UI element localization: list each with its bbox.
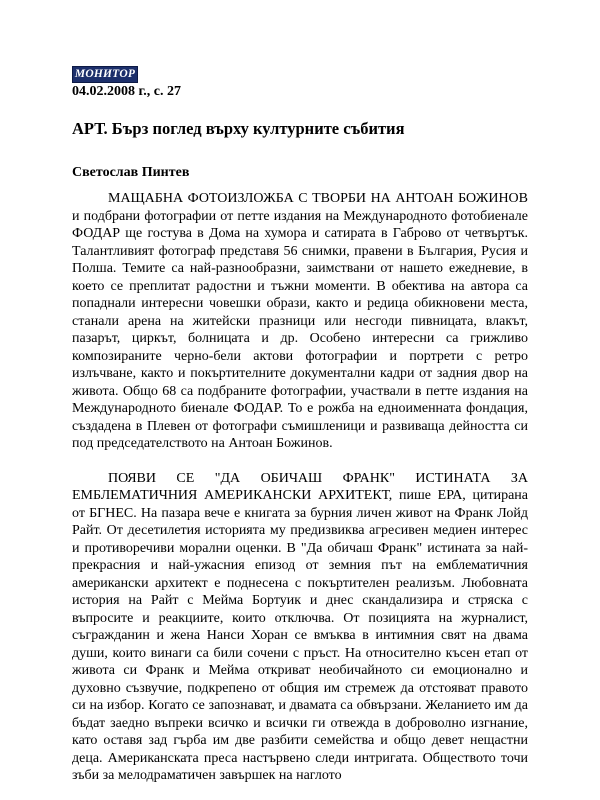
monitor-logo: [72, 66, 138, 83]
article-paragraph: ПОЯВИ СЕ "ДА ОБИЧАШ ФРАНК" ИСТИНАТА ЗА ЕМБЛЕМАТИЧНИЯ АМЕРИКАНСКИ АРХИТЕКТ, пише ЕРА, цитирана от БГНЕС. На пазара вече е книгата за бурния личен живот на Франк Лойд Райт. От десетилетия историята му предизвиква агресивен медиен интерес и противоречиви морални оценки. В "Да обичаш Франк" истината за най-прекрасния и най-ужасния епизод от земния път на емблематичния американски архитект е поднесена с покъртителен реализъм. Любовната история на Райт с Мейма Бортуик и днес скандализира и стряска с въпросите и реакциите, които отключва. От позицията на журналист, съгражданин и жена Нанси Хоран се вмъква в интимния свят на двама души, които винаги са били сочени с пръст. На относително късен етап от живота си Франк и Мейма откриват необичайното си емоционално и духовно съзвучие, подкрепено от общия им стремеж да отстояват правото си на избор. Когато се запознават, и двамата са обвързани. Желанието им да бъдат заедно въпреки всичко и всички ги отвежда в доброволно изгнание, като оставя зад гърба им две разбити семейства и общо девет нещастни деца. Американската преса настървено следи интригата. Обществото точи зъби за мелодраматичен завършек на наглото: [72, 470, 528, 783]
logo-text: МОНИТОР: [74, 67, 136, 80]
dateline: 04.02.2008 г., с. 27: [72, 84, 181, 99]
article-author: Светослав Пинтев: [72, 165, 190, 180]
article-headline: АРТ. Бърз поглед върху културните събития: [72, 119, 405, 138]
article-paragraph: МАЩАБНА ФОТОИЗЛОЖБА С ТВОРБИ НА АНТОАН БОЖИНОВ и подбрани фотографии от петте издания на Международното фотобиенале ФОДАР ще гостува в Дома на хумора и сатирата в Габрово от четвъртък. Талантливият фотограф представя 56 снимки, правени в България, Русия и Полша. Темите са най-разнообразни, заимствани от нашето ежедневие, в което се преплитат радостни и тъжни моменти. В обектива на автора са попаднали интересни човешки образи, както и редица обикновени места, станали арена на житейски празници или несгоди пивницата, влакът, пазарът, циркът, болницата и др. Особено интересни са грижливо композираните черно-бели актови фотографии и портрети с ретро излъчване, както и покъртителните документални кадри от задния двор на живота. Общо 68 са подбраните фотографии, участвали в петте издания на Международното биенале ФОДАР. То е рожба на едноименната фондация, създадена в Плевен от фотографи съмишленици и развиваща дейността си под председателството на Антоан Божинов.: [72, 191, 528, 451]
article-body: [72, 190, 528, 785]
